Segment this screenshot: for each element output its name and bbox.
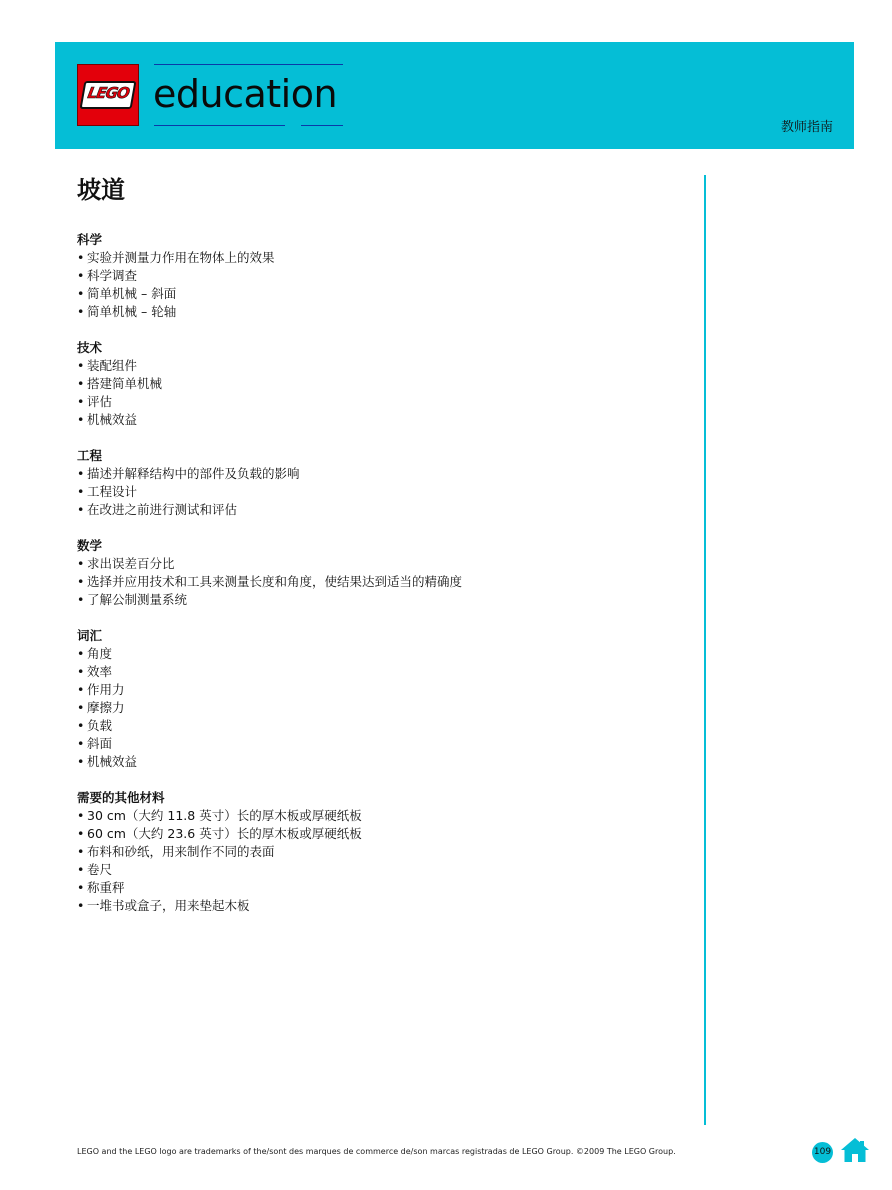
section-heading: 数学 [77, 538, 103, 553]
page-number: 109 [812, 1142, 833, 1163]
list-item: • 60 cm（大约 23.6 英寸）长的厚木板或厚硬纸板 [77, 825, 677, 843]
list-item: • 角度 [77, 645, 677, 663]
list-item: • 斜面 [77, 735, 677, 753]
list-item: • 科学调查 [77, 267, 677, 285]
section-vocabulary [77, 627, 677, 771]
list-item: • 摩擦力 [77, 699, 677, 717]
list-item: • 描述并解释结构中的部件及负载的影响 [77, 465, 677, 483]
list-item: • 选择并应用技术和工具来测量长度和角度，使结果达到适当的精确度 [77, 573, 677, 591]
list-item: • 求出误差百分比 [77, 555, 677, 573]
section-math [77, 537, 677, 609]
list-item: • 在改进之前进行测试和评估 [77, 501, 677, 519]
section-heading: 工程 [77, 448, 103, 463]
section-heading: 科学 [77, 232, 103, 247]
list-item: • 布料和砂纸，用来制作不同的表面 [77, 843, 677, 861]
list-item: • 实验并测量力作用在物体上的效果 [77, 249, 677, 267]
brand-wordmark: education [153, 72, 338, 116]
section-heading: 需要的其他材料 [77, 790, 165, 805]
list-item: • 评估 [77, 393, 677, 411]
page-title: 坡道 [77, 176, 125, 204]
section-engineering [77, 447, 677, 519]
main-content [77, 231, 677, 933]
list-item: • 搭建简单机械 [77, 375, 677, 393]
document-type-label: 教师指南 [780, 120, 833, 135]
list-item: • 效率 [77, 663, 677, 681]
list-item: • 装配组件 [77, 357, 677, 375]
list-item: • 一堆书或盒子，用来垫起木板 [77, 897, 677, 915]
page-header [55, 42, 854, 149]
footer-trademark: LEGO and the LEGO logo are trademarks of the/sont des marques de commerce de/son marcas registradas de LEGO Group. ©2009 The LEGO Group. [77, 1147, 676, 1156]
list-item: • 简单机械 – 轮轴 [77, 303, 677, 321]
list-item: • 简单机械 – 斜面 [77, 285, 677, 303]
section-heading: 技术 [77, 340, 103, 355]
lego-logo [77, 64, 139, 126]
section-heading: 词汇 [77, 628, 103, 643]
list-item: • 称重秤 [77, 879, 677, 897]
list-item: • 机械效益 [77, 411, 677, 429]
list-item: • 30 cm（大约 11.8 英寸）长的厚木板或厚硬纸板 [77, 807, 677, 825]
section-technology [77, 339, 677, 429]
lego-logo-text: LEGO [86, 84, 131, 102]
list-item: • 了解公制测量系统 [77, 591, 677, 609]
section-science [77, 231, 677, 321]
home-icon[interactable] [840, 1136, 870, 1164]
list-item: • 机械效益 [77, 753, 677, 771]
list-item: • 负载 [77, 717, 677, 735]
section-materials [77, 789, 677, 915]
list-item: • 工程设计 [77, 483, 677, 501]
list-item: • 作用力 [77, 681, 677, 699]
list-item: • 卷尺 [77, 861, 677, 879]
vertical-divider [704, 175, 706, 1125]
